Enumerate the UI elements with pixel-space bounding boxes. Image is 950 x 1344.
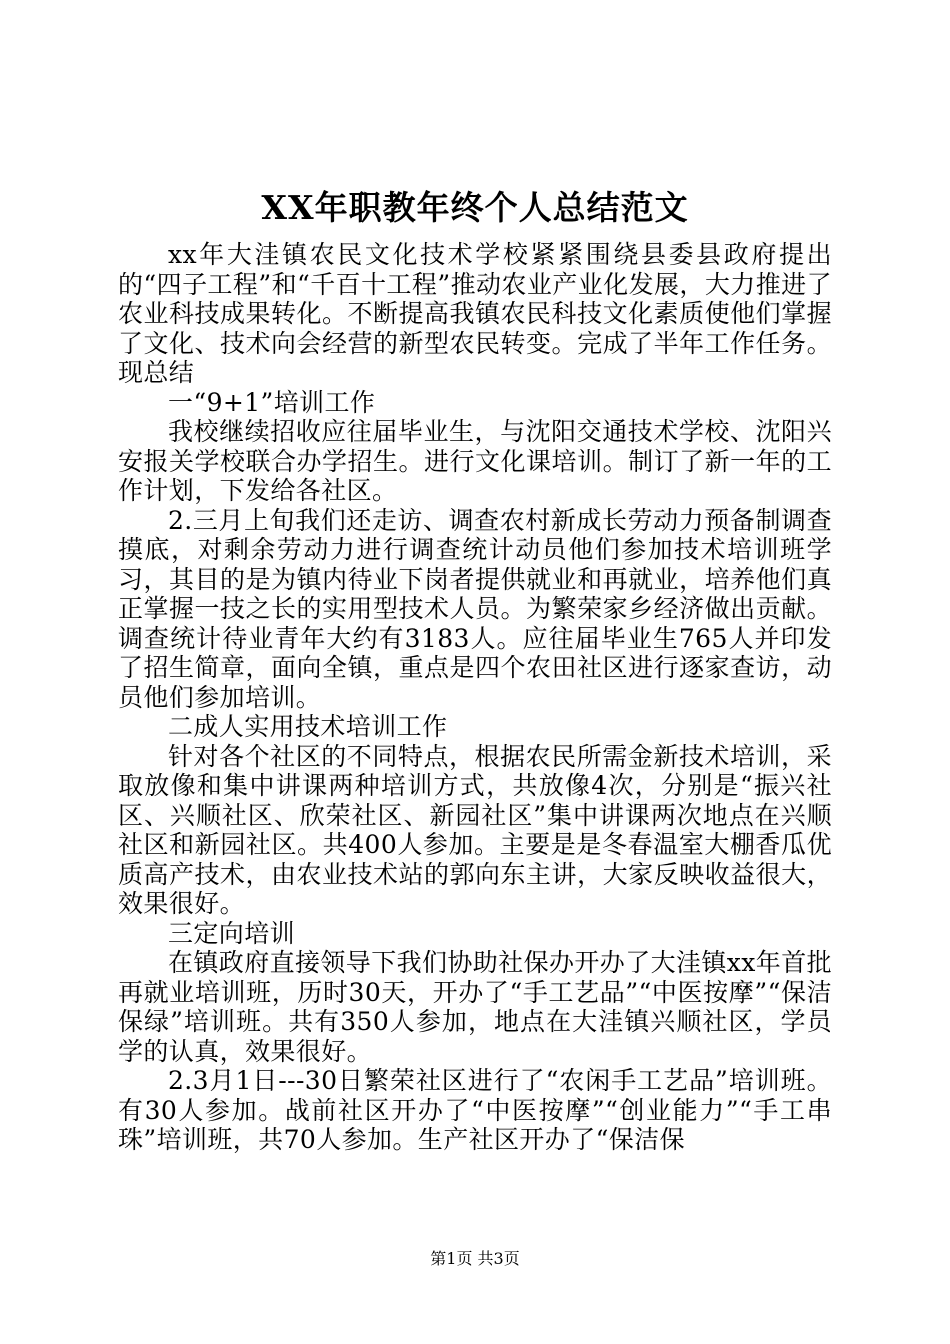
paragraph-recruitment: 我校继续招收应往届毕业生，与沈阳交通技术学校、沈阳兴安报关学校联合办学招生。进行文化课培训。制订了新一年的工作计划，下发给各社区。 bbox=[118, 417, 832, 505]
paragraph-directed-training: 在镇政府直接领导下我们协助社保办开办了大洼镇xx年首批再就业培训班，历时30天，开办了“手工艺品”“中医按摩”“保洁保绿”培训班。共有350人参加，地点在大洼镇兴顺社区，学员学的认真，效果很好。 bbox=[118, 948, 833, 1066]
paragraph-intro: xx年大洼镇农民文化技术学校紧紧围绕县委县政府提出的“四子工程”和“千百十工程”推动农业产业化发展，大力推进了农业科技成果转化。不断提高我镇农民科技文化素质使他们掌握了文化、技术向会经营的新型农民转变。完成了半年工作任务。现总结 bbox=[118, 240, 832, 387]
page-footer: 第1页 共3页 bbox=[430, 1249, 520, 1268]
section-heading-1: 一“9+1”培训工作 bbox=[168, 387, 376, 417]
document-body bbox=[118, 240, 832, 1155]
document-title: XX年职教年终个人总结范文 bbox=[261, 188, 689, 227]
paragraph-survey: 2.三月上旬我们还走访、调查农村新成长劳动力预备制调查摸底，对剩余劳动力进行调查统计动员他们参加技术培训班学习，其目的是为镇内待业下岗者提供就业和再就业，培养他们真正掌握一技之长的实用型技术人员。为繁荣家乡经济做出贡献。调查统计待业青年大约有3183人。应往届毕业生765人并印发了招生简章，面向全镇，重点是四个农田社区进行逐家查访，动员他们参加培训。 bbox=[118, 505, 832, 712]
paragraph-community-training: 2.3月1日---30日繁荣社区进行了“农闲手工艺品”培训班。有30人参加。战前社区开办了“中医按摩”“创业能力”“手工串珠”培训班，共70人参加。生产社区开办了“保洁保 bbox=[118, 1066, 832, 1154]
section-heading-2: 二成人实用技术培训工作 bbox=[168, 712, 448, 741]
paragraph-adult-training: 针对各个社区的不同特点，根据农民所需金新技术培训，采取放像和集中讲课两种培训方式，共放像4次，分别是“振兴社区、兴顺社区、欣荣社区、新园社区”集中讲课两次地点在兴顺社区和新园社区。共400人参加。主要是是冬春温室大棚香瓜优质高产技术，由农业技术站的郭向东主讲，大家反映收益很大，效果很好。 bbox=[118, 741, 832, 918]
section-heading-3: 三定向培训 bbox=[168, 918, 296, 948]
